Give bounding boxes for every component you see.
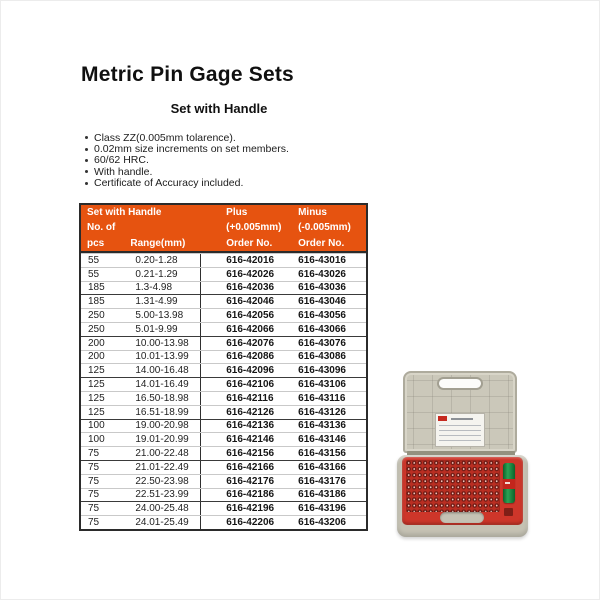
cell-pcs: 250 [88,323,105,335]
cell-plus-order-no: 616-42146 [200,433,291,446]
cell-pcs: 55 [88,254,100,266]
table-row [81,294,366,308]
header-row-3 [81,236,366,251]
cell-range: 0.21-1.29 [135,268,178,280]
cell-plus-order-no: 616-42106 [200,378,291,391]
case-lid [403,371,517,453]
table-row [81,253,366,267]
cell-range: 14.01-16.49 [135,379,189,391]
cell-plus-order-no: 616-42056 [200,309,291,322]
table-header [81,205,366,253]
cell-minus-order-no: 616-43056 [298,310,346,322]
cell-plus-order-no: 616-42066 [200,323,291,336]
tray-handle-cutout [440,512,484,523]
table-row [81,322,366,336]
feature-text: 60/62 HRC. [94,154,149,167]
cell-range: 10.00-13.98 [135,337,189,349]
cell-range: 10.01-13.99 [135,351,189,363]
cell-pcs: 125 [88,379,105,391]
cell-range: 21.00-22.48 [135,448,189,460]
case-label [435,413,485,447]
feature-text: Certificate of Accuracy included. [94,177,244,190]
cell-pcs: 75 [88,517,100,529]
cell-minus-order-no: 616-43016 [298,254,346,266]
header-minus-order-no: Order No. [298,237,345,249]
bullet-icon [85,170,88,173]
cell-plus-order-no: 616-42176 [200,475,291,488]
header-row-2 [81,220,366,235]
cell-range: 1.3-4.98 [135,282,173,294]
table-row [81,474,366,488]
table-row [81,446,366,460]
cell-pcs: 250 [88,310,105,322]
cell-plus-order-no: 616-42076 [200,337,291,350]
feature-item [85,166,289,177]
table-row [81,350,366,364]
cell-minus-order-no: 616-43116 [298,392,346,404]
cell-range: 16.51-18.99 [135,406,189,418]
cell-minus-order-no: 616-43136 [298,420,346,432]
bullet-icon [85,182,88,185]
cell-range: 5.00-13.98 [135,310,184,322]
cell-range: 22.50-23.98 [135,475,189,487]
feature-text: 0.02mm size increments on set members. [94,143,289,156]
table-row [81,515,366,529]
table-row [81,419,366,433]
cell-pcs: 75 [88,461,100,473]
cell-range: 22.51-23.99 [135,489,189,501]
header-range: Range(mm) [130,237,186,249]
header-row-1 [81,205,366,220]
cell-range: 1.31-4.99 [135,296,178,308]
product-photo-pin-gage-case [397,371,531,543]
header-pcs: pcs [87,237,105,249]
cell-pcs: 75 [88,475,100,487]
cell-range: 24.00-25.48 [135,503,189,515]
cell-plus-order-no: 616-42096 [200,364,291,377]
cell-plus-order-no: 616-42036 [200,282,291,295]
cell-plus-order-no: 616-42016 [200,254,291,267]
cell-pcs: 75 [88,503,100,515]
cell-minus-order-no: 616-43126 [298,406,346,418]
cell-pcs: 55 [88,268,100,280]
feature-item [85,132,289,143]
cell-plus-order-no: 616-42126 [200,406,291,419]
cell-minus-order-no: 616-43186 [298,489,346,501]
cell-minus-order-no: 616-43066 [298,323,346,335]
lid-handle-cutout [437,377,483,390]
cell-pcs: 75 [88,489,100,501]
cell-minus-order-no: 616-43096 [298,365,346,377]
table-row [81,377,366,391]
cell-minus-order-no: 616-43166 [298,461,346,473]
table-row [81,391,366,405]
label-logo-icon [438,416,447,421]
cell-plus-order-no: 616-42166 [200,461,291,474]
table-row [81,363,366,377]
cell-minus-order-no: 616-43026 [298,268,346,280]
cell-pcs: 185 [88,296,105,308]
header-plus: Plus [226,207,248,219]
table-row [81,267,366,281]
bullet-icon [85,136,88,139]
cell-range: 16.50-18.98 [135,392,189,404]
feature-item [85,178,289,189]
table-row [81,281,366,295]
cell-minus-order-no: 616-43176 [298,475,346,487]
cell-range: 5.01-9.99 [135,323,178,335]
cell-pcs: 125 [88,365,105,377]
pin-gage-sets-table [79,203,368,531]
handle-tube [503,463,515,503]
page-title: Metric Pin Gage Sets [81,63,294,86]
cell-pcs: 200 [88,337,105,349]
pin-tray [402,457,523,525]
cell-range: 24.01-25.49 [135,517,189,529]
cell-plus-order-no: 616-42206 [200,516,291,529]
cell-minus-order-no: 616-43146 [298,434,346,446]
table-row [81,336,366,350]
table-row [81,432,366,446]
feature-item [85,143,289,154]
label-title-line [451,418,473,420]
tray-small-hole [504,508,513,516]
cell-plus-order-no: 616-42136 [200,420,291,433]
cell-minus-order-no: 616-43106 [298,379,346,391]
header-plus-order-no: Order No. [226,237,273,249]
cell-minus-order-no: 616-43156 [298,448,346,460]
table-row [81,405,366,419]
cell-pcs: 200 [88,351,105,363]
feature-item [85,155,289,166]
cell-range: 19.01-20.99 [135,434,189,446]
tube-label-band [503,479,515,489]
cell-plus-order-no: 616-42026 [200,268,291,281]
cell-pcs: 185 [88,282,105,294]
cell-minus-order-no: 616-43206 [298,517,346,529]
cell-pcs: 125 [88,406,105,418]
cell-plus-order-no: 616-42116 [200,392,291,405]
feature-text: Class ZZ(0.005mm tolarence). [94,131,236,144]
cell-range: 19.00-20.98 [135,420,189,432]
header-plus-tolerance: (+0.005mm) [226,222,282,234]
bullet-icon [85,159,88,162]
cell-minus-order-no: 616-43086 [298,351,346,363]
cell-pcs: 125 [88,392,105,404]
cell-plus-order-no: 616-42196 [200,502,291,515]
cell-range: 0.20-1.28 [135,254,178,266]
page-subtitle: Set with Handle [170,101,268,116]
table-row [81,501,366,515]
cell-minus-order-no: 616-43196 [298,503,346,515]
header-no-of: No. of [87,222,116,234]
table-row [81,488,366,502]
cell-minus-order-no: 616-43046 [298,296,346,308]
features-list [85,132,289,189]
bullet-icon [85,148,88,151]
table-body [81,253,366,529]
label-text-lines [439,425,481,443]
feature-text: With handle. [94,165,153,178]
header-minus: Minus [298,207,327,219]
header-minus-tolerance: (-0.005mm) [298,222,351,234]
cell-pcs: 100 [88,420,105,432]
header-set-with-handle: Set with Handle [87,207,162,219]
cell-range: 14.00-16.48 [135,365,189,377]
cell-plus-order-no: 616-42186 [200,489,291,502]
table-row [81,308,366,322]
cell-plus-order-no: 616-42046 [200,295,291,308]
cell-minus-order-no: 616-43076 [298,337,346,349]
table-row [81,460,366,474]
cell-plus-order-no: 616-42086 [200,351,291,364]
cell-plus-order-no: 616-42156 [200,447,291,460]
cell-minus-order-no: 616-43036 [298,282,346,294]
cell-pcs: 75 [88,448,100,460]
pins-grid [406,460,500,512]
cell-pcs: 100 [88,434,105,446]
cell-range: 21.01-22.49 [135,461,189,473]
